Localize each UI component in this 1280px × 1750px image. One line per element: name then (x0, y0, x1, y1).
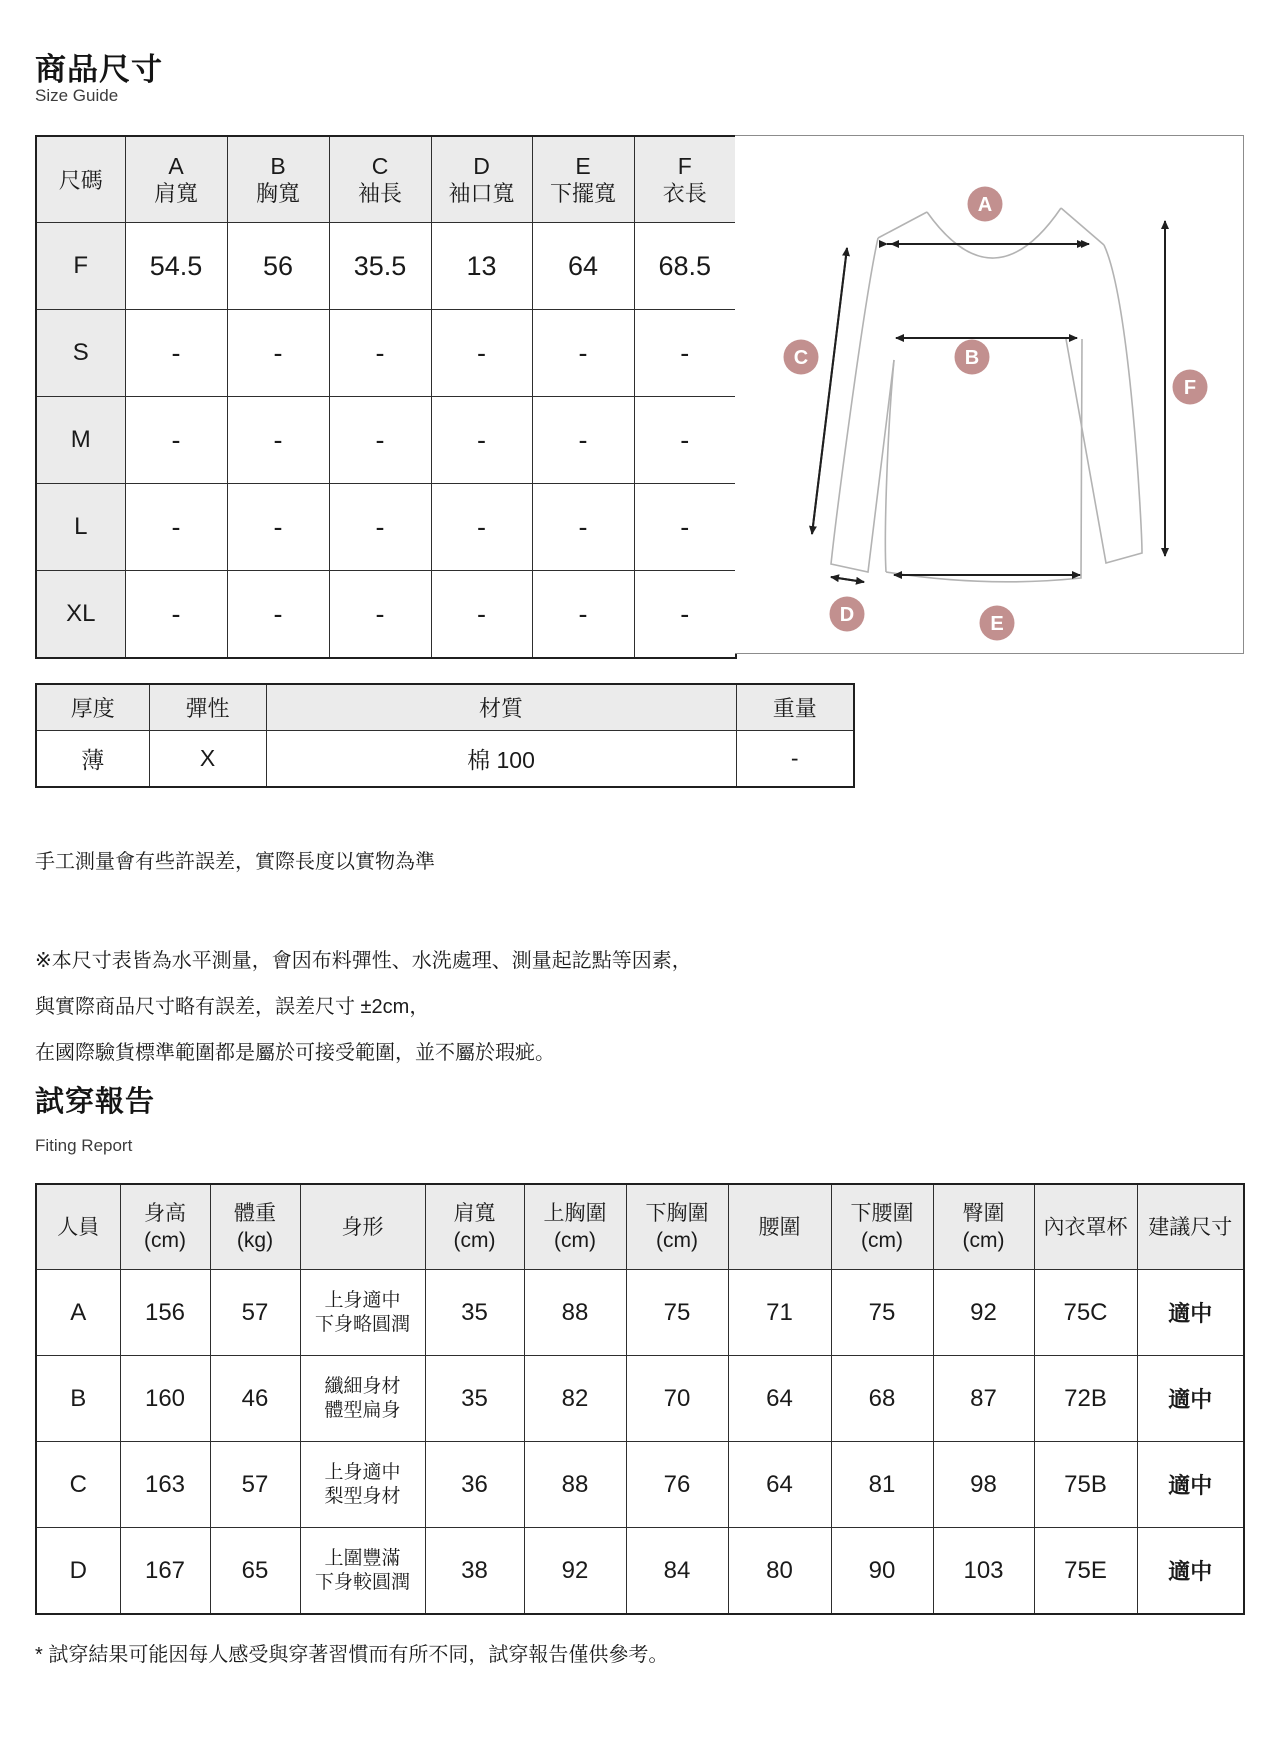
size-value-cell: - (431, 310, 532, 397)
size-value-cell: 68.5 (634, 223, 736, 310)
size-value-cell: - (329, 484, 431, 571)
fitting-person-cell: A (36, 1270, 120, 1356)
fitting-value-cell: 38 (425, 1528, 524, 1615)
size-value-cell: - (125, 571, 227, 659)
disclaimer-paragraph (35, 938, 692, 1076)
fitting-value-cell: 90 (831, 1528, 933, 1615)
fitting-value-cell: 35 (425, 1270, 524, 1356)
size-value-cell: - (125, 397, 227, 484)
size-value-cell: - (532, 397, 634, 484)
fitting-suggest-cell: 適中 (1137, 1528, 1244, 1615)
size-value-cell: - (532, 571, 634, 659)
fitting-table (35, 1183, 1245, 1615)
fitting-col-header: 人員 (36, 1184, 120, 1270)
fitting-value-cell: 163 (120, 1442, 210, 1528)
size-value-cell: - (227, 397, 329, 484)
fitting-value-cell: 87 (933, 1356, 1034, 1442)
fitting-value-cell: 35 (425, 1356, 524, 1442)
shirt-outline (831, 208, 1142, 582)
fitting-shape-cell: 上身適中 梨型身材 (300, 1442, 425, 1528)
fitting-value-cell: 46 (210, 1356, 300, 1442)
size-value-cell: - (431, 571, 532, 659)
fitting-shape-cell: 纖細身材 體型扁身 (300, 1356, 425, 1442)
size-value-cell: 56 (227, 223, 329, 310)
fitting-value-cell: 92 (933, 1270, 1034, 1356)
fitting-value-cell: 75C (1034, 1270, 1137, 1356)
size-value-cell: - (227, 484, 329, 571)
fitting-col-header: 建議尺寸 (1137, 1184, 1244, 1270)
size-value-cell: - (634, 571, 736, 659)
fitting-value-cell: 92 (524, 1528, 626, 1615)
badge-e-label: E (990, 613, 1004, 635)
size-value-cell: - (125, 310, 227, 397)
fitting-col-header: 身形 (300, 1184, 425, 1270)
fitting-col-header: 身高 (cm) (120, 1184, 210, 1270)
fitting-value-cell: 103 (933, 1528, 1034, 1615)
size-value-cell: - (329, 397, 431, 484)
fitting-col-header: 下腰圍 (cm) (831, 1184, 933, 1270)
size-value-cell: - (227, 571, 329, 659)
fitting-value-cell: 64 (728, 1442, 831, 1528)
size-value-cell: 13 (431, 223, 532, 310)
fitting-suggest-cell: 適中 (1137, 1356, 1244, 1442)
badge-f-label: F (1183, 377, 1197, 399)
fitting-value-cell: 75 (831, 1270, 933, 1356)
size-value-cell: 35.5 (329, 223, 431, 310)
fitting-value-cell: 81 (831, 1442, 933, 1528)
badge-b-label: B (964, 347, 980, 369)
fitting-value-cell: 75E (1034, 1528, 1137, 1615)
size-label-cell: XL (36, 571, 125, 659)
fitting-col-header: 內衣罩杯 (1034, 1184, 1137, 1270)
fitting-value-cell: 88 (524, 1442, 626, 1528)
fitting-person-cell: B (36, 1356, 120, 1442)
size-value-cell: - (329, 310, 431, 397)
measure-col-header: E 下擺寬 (532, 136, 634, 223)
measure-col-header: B 胸寬 (227, 136, 329, 223)
measure-col-header: F 衣長 (634, 136, 736, 223)
size-label-cell: M (36, 397, 125, 484)
fitting-value-cell: 72B (1034, 1356, 1137, 1442)
fitting-value-cell: 84 (626, 1528, 728, 1615)
fitting-value-cell: 160 (120, 1356, 210, 1442)
fitting-col-header: 腰圍 (728, 1184, 831, 1270)
fitting-col-header: 上胸圍 (cm) (524, 1184, 626, 1270)
measure-arrows (812, 221, 1165, 582)
size-row (36, 223, 736, 310)
spec-row (36, 731, 854, 788)
badge-c-label: C (793, 347, 809, 369)
size-value-cell: - (125, 484, 227, 571)
size-guide-title: 商品尺寸 (35, 52, 163, 87)
spec-col-header: 材質 (266, 684, 736, 731)
fitting-value-cell: 75B (1034, 1442, 1137, 1528)
fitting-row (36, 1528, 1244, 1615)
fitting-value-cell: 64 (728, 1356, 831, 1442)
size-label-cell: L (36, 484, 125, 571)
fitting-row (36, 1270, 1244, 1356)
fitting-shape-cell: 上圍豐滿 下身較圓潤 (300, 1528, 425, 1615)
fitting-col-header: 下胸圍 (cm) (626, 1184, 728, 1270)
fitting-col-header: 肩寬 (cm) (425, 1184, 524, 1270)
fitting-report-subtitle: Fiting Report (35, 1136, 133, 1155)
fitting-value-cell: 36 (425, 1442, 524, 1528)
measure-col-header: A 肩寬 (125, 136, 227, 223)
size-value-cell: - (227, 310, 329, 397)
fitting-value-cell: 57 (210, 1442, 300, 1528)
measurement-note: 手工測量會有些許誤差，實際長度以實物為準 (35, 851, 435, 873)
size-row (36, 484, 736, 571)
fitting-person-cell: C (36, 1442, 120, 1528)
fitting-value-cell: 156 (120, 1270, 210, 1356)
disclaimer-line-3: 在國際驗貨標準範圍都是屬於可接受範圍，並不屬於瑕疵。 (35, 1042, 555, 1064)
fitting-value-cell: 80 (728, 1528, 831, 1615)
disclaimer-line-1: ※本尺寸表皆為水平測量，會因布料彈性、水洗處理、測量起訖點等因素， (35, 950, 692, 972)
size-col-header: 尺碼 (36, 136, 125, 223)
badge-a-label: A (977, 194, 993, 216)
size-value-cell: - (634, 397, 736, 484)
size-value-cell: - (329, 571, 431, 659)
spec-value-cell: X (149, 731, 266, 788)
fitting-value-cell: 82 (524, 1356, 626, 1442)
fitting-shape-cell: 上身適中 下身略圓潤 (300, 1270, 425, 1356)
fitting-suggest-cell: 適中 (1137, 1270, 1244, 1356)
fitting-suggest-cell: 適中 (1137, 1442, 1244, 1528)
size-value-cell: - (431, 397, 532, 484)
fitting-col-header: 臀圍 (cm) (933, 1184, 1034, 1270)
fitting-footnote: * 試穿結果可能因每人感受與穿著習慣而有所不同，試穿報告僅供參考。 (35, 1644, 669, 1666)
fitting-value-cell: 65 (210, 1528, 300, 1615)
spec-col-header: 厚度 (36, 684, 149, 731)
spec-value-cell: 棉 100 (266, 731, 736, 788)
measure-col-header: D 袖口寬 (431, 136, 532, 223)
fitting-value-cell: 57 (210, 1270, 300, 1356)
spec-table (35, 683, 855, 788)
size-label-cell: F (36, 223, 125, 310)
disclaimer-line-2: 與實際商品尺寸略有誤差，誤差尺寸 ±2cm， (35, 996, 430, 1018)
size-value-cell: 54.5 (125, 223, 227, 310)
fitting-row (36, 1442, 1244, 1528)
measure-col-header: C 袖長 (329, 136, 431, 223)
fitting-value-cell: 88 (524, 1270, 626, 1356)
garment-diagram (735, 135, 1244, 654)
fitting-row (36, 1356, 1244, 1442)
size-row (36, 571, 736, 659)
size-value-cell: - (634, 310, 736, 397)
size-row (36, 310, 736, 397)
spec-value-cell: 薄 (36, 731, 149, 788)
fitting-value-cell: 70 (626, 1356, 728, 1442)
size-label-cell: S (36, 310, 125, 397)
size-value-cell: - (532, 310, 634, 397)
fitting-value-cell: 76 (626, 1442, 728, 1528)
spec-value-cell: - (736, 731, 854, 788)
size-value-cell: 64 (532, 223, 634, 310)
fitting-person-cell: D (36, 1528, 120, 1615)
fitting-value-cell: 68 (831, 1356, 933, 1442)
spec-col-header: 重量 (736, 684, 854, 731)
fitting-value-cell: 167 (120, 1528, 210, 1615)
size-value-cell: - (431, 484, 532, 571)
badge-d-label: D (839, 604, 855, 626)
size-table (35, 135, 737, 659)
size-guide-subtitle: Size Guide (35, 86, 119, 105)
size-row (36, 397, 736, 484)
fitting-col-header: 體重 (kg) (210, 1184, 300, 1270)
fitting-report-title: 試穿報告 (35, 1086, 156, 1118)
fitting-value-cell: 98 (933, 1442, 1034, 1528)
spec-col-header: 彈性 (149, 684, 266, 731)
size-value-cell: - (634, 484, 736, 571)
fitting-value-cell: 71 (728, 1270, 831, 1356)
garment-diagram-svg (735, 136, 1241, 651)
fitting-value-cell: 75 (626, 1270, 728, 1356)
size-value-cell: - (532, 484, 634, 571)
